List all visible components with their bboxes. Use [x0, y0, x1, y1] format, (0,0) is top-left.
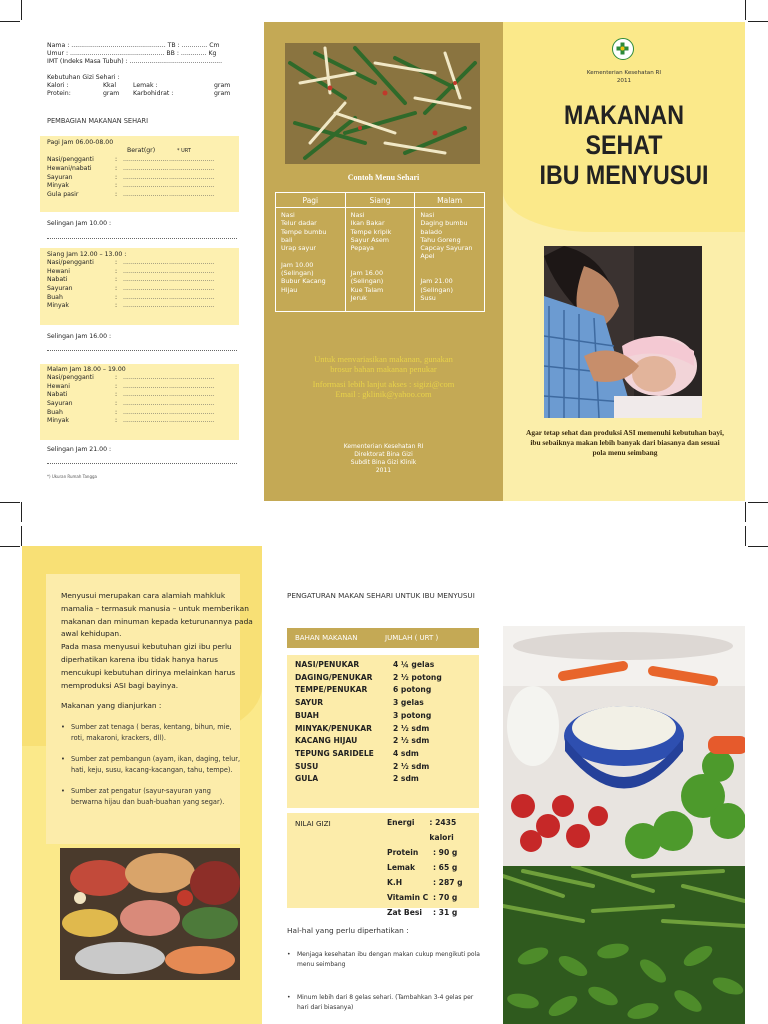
gizi-row — [387, 845, 479, 860]
food-row — [295, 735, 479, 748]
meal-item-label: Minyak — [47, 417, 70, 425]
footer-org: Kementerian Kesehatan RI Direktorat Bina Gizi Subdit Bina Gizi Klinik 2011 — [343, 443, 424, 474]
meal-item-label: Minyak — [47, 182, 70, 190]
berat-field: ....................... — [123, 156, 169, 164]
food-name: SUSU — [295, 761, 319, 771]
malam-title: Malam Jam 18.00 – 19.00 — [47, 366, 126, 373]
urt-field: ....................... — [169, 267, 215, 275]
food-name: BUAH — [295, 710, 319, 720]
bullet-pengatur: • Sumber zat pengatur (sayur-sayuran yang berwarna hijau dan buah-buahan yang segar). — [61, 786, 241, 807]
urt-field: ....................... — [169, 173, 215, 181]
meal-row: Minyak : ....................... ....................... — [47, 182, 215, 190]
urt-field: ....................... — [169, 399, 215, 407]
urt-field: ....................... — [169, 374, 215, 382]
mother-baby-illustration — [544, 246, 702, 418]
food-row — [295, 672, 479, 685]
cover-org: Kementerian Kesehatan RI 2011 — [586, 70, 662, 84]
umur-field: Umur : ................................................ BB : ............. Kg — [47, 50, 217, 58]
food-name: DAGING/PENUKAR — [295, 672, 373, 682]
veggie-dip-illustration — [503, 626, 745, 866]
gizi-value: : 31 g — [433, 908, 458, 917]
food-amount: 2 ½ sdm — [393, 761, 430, 771]
gizi-row — [387, 860, 479, 875]
gizi-row — [387, 890, 479, 905]
crop-mark — [748, 502, 768, 503]
gizi-value: : 287 g — [433, 878, 463, 887]
food-name: TEMPE/PENUKAR — [295, 685, 368, 695]
menu-header-malam: Malam — [437, 196, 463, 205]
berat-field: ....................... — [123, 302, 169, 310]
gizi-name: Lemak — [387, 863, 416, 872]
berat-field: ....................... — [123, 417, 169, 425]
urt-field: ....................... — [169, 391, 215, 399]
urt-field: ....................... — [169, 302, 215, 310]
food-amount: 2 sdm — [393, 774, 419, 784]
menu-table — [275, 192, 485, 312]
col-bahan: BAHAN MAKANAN — [295, 634, 358, 642]
food-name: GULA — [295, 774, 319, 784]
patient-form — [47, 42, 242, 98]
gizi-row — [387, 815, 479, 845]
food-name: MINYAK/PENUKAR — [295, 723, 372, 733]
crop-mark — [0, 21, 20, 22]
green-beans-photo — [503, 866, 745, 1024]
meal-row: Minyak : ....................... ....................... — [47, 417, 215, 425]
food-row — [295, 684, 479, 697]
food-row — [295, 723, 479, 736]
urt-field: ....................... — [169, 165, 215, 172]
berat-field: ....................... — [123, 391, 169, 399]
meal-item-label: Nabati — [47, 391, 68, 399]
food-amount: 2 ½ potong — [393, 672, 442, 682]
food-row — [295, 761, 479, 774]
meal-item-label: Buah — [47, 293, 63, 301]
siang-title: Siang Jam 12.00 – 13.00 : — [47, 251, 127, 258]
berat-field: ....................... — [123, 259, 169, 267]
intro-paragraph-1: Menyusui merupakan cara alamiah mahkluk mamalia – termasuk manusia – untuk memberikan makanan dan minuman kepada keturunannya pada awal kehidupan. — [61, 591, 253, 639]
malam-box — [40, 364, 239, 440]
urt-field: ....................... — [169, 156, 215, 164]
col-berat: Berat(gr) — [127, 147, 156, 155]
meal-item-label: Buah — [47, 408, 63, 416]
intro-text — [61, 590, 256, 807]
meal-item-label: Nasi/pengganti — [47, 156, 94, 164]
crop-mark — [21, 502, 22, 522]
meal-item-label: Hewani — [47, 382, 70, 390]
berat-field: ....................... — [123, 382, 169, 390]
urt-field: ....................... — [169, 293, 215, 301]
breastfeeding-photo — [544, 246, 702, 418]
menu-col-malam: Nasi Daging bumbu balado Tahu Goreng Capcay Sayuran Apel Jam 21.00 (Selingan) Susu — [420, 211, 473, 302]
urt-field: ....................... — [169, 284, 215, 292]
urt-field: ....................... — [169, 276, 215, 284]
food-amount: 4 sdm — [393, 748, 419, 758]
gizi-row — [387, 875, 479, 890]
berat-field: ....................... — [123, 267, 169, 275]
col-jumlah: JUMLAH ( URT ) — [385, 634, 439, 642]
info-line: Informasi lebih lanjut akses : sigizi@com — [312, 379, 455, 389]
dianjurkan-title: Makanan yang dianjurkan : — [61, 701, 162, 711]
pembagian-title: PEMBAGIAN MAKANAN SEHARI — [47, 117, 149, 125]
bullet-tenaga: • Sumber zat tenaga ( beras, kentang, bihun, mie, roti, makaroni, krackers, dll). — [61, 722, 241, 743]
urt-field: ....................... — [169, 182, 215, 190]
meal-row: Sayuran : ....................... ....................... — [47, 284, 215, 292]
kalori-row: Kalori : Kkal Lemak : gram — [47, 81, 231, 89]
selingan-16: Selingan Jam 16.00 : — [47, 333, 112, 340]
food-name: TEPUNG SARIDELE — [295, 748, 374, 758]
meal-item-label: Nasi/pengganti — [47, 259, 94, 267]
meal-row: Nabati : ....................... ....................... — [47, 276, 215, 284]
berat-field: ....................... — [123, 399, 169, 407]
info-line: brosur bahan makanan penukar — [330, 364, 437, 374]
intro-paragraph-2: Pada masa menyusui kebutuhan gizi ibu perlu diperhatikan karena ibu tidak hanya harus mencukupi kebutuhan dirinya melainkan harus memproduksi ASI bagi bayinya. — [61, 642, 236, 690]
menu-col-siang: Nasi Ikan Bakar Tempe kripik Sayur Asem Pepaya Jam 16.00 (Selingan) Kue Talam Jeruk — [346, 208, 416, 312]
info-line: Untuk menvariasikan makanan, gunakan — [314, 354, 453, 364]
nilai-gizi-label: NILAI GIZI — [295, 819, 331, 828]
selingan-21: Selingan Jam 21.00 : — [47, 446, 112, 453]
hal-bullet-2: • Minum lebih dari 8 gelas sehari. (Tambahkan 3-4 gelas per hari dari biasanya) — [287, 993, 482, 1013]
crop-mark — [745, 502, 746, 522]
meal-item-label: Minyak — [47, 302, 70, 310]
food-name: NASI/PENUKAR — [295, 660, 360, 669]
food-row — [295, 773, 479, 786]
menu-header-pagi: Pagi — [276, 193, 346, 207]
pengaturan-title: PENGATURAN MAKAN SEHARI UNTUK IBU MENYUSUI — [287, 591, 475, 600]
info-block — [264, 354, 503, 399]
berat-field: ....................... — [123, 276, 169, 284]
vegetable-stirfry-photo — [285, 43, 480, 164]
food-row — [295, 697, 479, 710]
meal-item-label: Nasi/pengganti — [47, 374, 94, 382]
berat-field: ....................... — [123, 173, 169, 181]
pagi-title: Pagi Jam 06.00-08.00 — [47, 139, 114, 146]
crop-mark — [0, 502, 20, 503]
food-amount: 4 ¼ gelas — [393, 660, 435, 669]
meal-row: Buah : ....................... ....................... — [47, 408, 215, 416]
urt-field: ....................... — [169, 382, 215, 390]
meal-row: Hewani/nabati : ....................... ....................... — [47, 165, 215, 172]
crop-mark — [748, 21, 768, 22]
crop-mark — [21, 0, 22, 20]
food-row — [295, 659, 479, 672]
info-line: Email : gklinik@yahoo.com — [335, 389, 432, 399]
meal-row: Nasi/pengganti : ....................... ....................... — [47, 374, 215, 382]
gizi-value: : 70 g — [433, 893, 458, 902]
title-makanan: MAKANAN — [564, 100, 684, 130]
nilai-gizi-box — [287, 813, 479, 917]
meal-row: Gula pasir : ....................... ....................... — [47, 190, 215, 198]
meal-row: Nabati : ....................... ....................... — [47, 391, 215, 399]
food-amount: 6 potong — [393, 685, 432, 695]
bullet-pembangun: • Sumber zat pembangun (ayam, ikan, daging, telur, hati, keju, susu, kacang-kacangan, tahu, tempe). — [61, 754, 241, 775]
meal-row: Nasi/pengganti : ....................... ....................... — [47, 259, 215, 267]
crop-mark — [0, 546, 20, 547]
hal-title: Hal-hal yang perlu diperhatikan : — [287, 926, 409, 935]
gizi-name: Vitamin C — [387, 893, 429, 902]
food-amount: 3 gelas — [393, 698, 424, 708]
food-row — [295, 748, 479, 761]
berat-field: ....................... — [123, 374, 169, 382]
gizi-value: : 65 g — [433, 863, 458, 872]
kebutuhan-title: Kebutuhan Gizi Sehari : — [47, 73, 120, 81]
cover-caption: Agar tetap sehat dan produksi ASI memenuhi kebutuhan bayi, ibu sebaiknya makan lebih banyak dari biasanya dan sesuai pola menu seimbang — [526, 428, 724, 457]
meal-item-label: Sayuran — [47, 284, 73, 292]
meal-row: Hewani : ....................... ....................... — [47, 382, 215, 390]
green-beans-illustration — [503, 866, 745, 1024]
hal-bullet-1: • Menjaga kesehatan ibu dengan makan cukup mengikuti pola menu seimbang — [287, 950, 482, 970]
meal-row: Hewani : ....................... ....................... — [47, 267, 215, 275]
imt-field: IMT (Indeks Masa Tubuh) : ............................................... — [47, 58, 223, 66]
menu-col-pagi: Nasi Telur dadar Tempe bumbu bali Urap sayur Jam 10.00 (Selingan) Bubur Kacang Hijau — [276, 208, 346, 312]
meal-row: Buah : ....................... ....................... — [47, 293, 215, 301]
berat-field: ....................... — [123, 165, 169, 172]
gizi-value: : 90 g — [433, 848, 458, 857]
nama-field: Nama : ................................................ TB : ............. Cm — [47, 42, 220, 49]
dotted-line — [47, 345, 237, 351]
food-amount: 2 ½ sdm — [393, 736, 430, 746]
urt-field: ....................... — [169, 190, 215, 198]
footnote: *) Ukuran Rumah Tangga — [47, 474, 97, 479]
siang-box — [40, 248, 239, 325]
meal-row: Sayuran : ....................... ....................... — [47, 399, 215, 407]
crop-mark — [745, 0, 746, 20]
berat-field: ....................... — [123, 190, 169, 198]
selingan-10: Selingan Jam 10.00 : — [47, 220, 112, 227]
title-sehat: SEHAT — [585, 130, 663, 160]
crop-mark — [748, 546, 768, 547]
meal-item-label: Nabati — [47, 276, 68, 284]
gizi-row — [387, 905, 479, 920]
cover-title — [503, 100, 745, 190]
berat-field: ....................... — [123, 293, 169, 301]
berat-field: ....................... — [123, 408, 169, 416]
berat-field: ....................... — [123, 182, 169, 190]
gizi-name: Protein — [387, 848, 419, 857]
gizi-name: Energi — [387, 818, 415, 827]
urt-field: ....................... — [169, 417, 215, 425]
veggie-dip-photo — [503, 626, 745, 866]
raw-food-illustration — [60, 848, 240, 980]
protein-row: Protein: gram Karbohidrat : gram — [47, 90, 231, 98]
stirfry-illustration — [285, 43, 480, 164]
raw-food-photo — [60, 848, 240, 980]
gizi-name: Zat Besi — [387, 908, 422, 917]
menu-header-siang: Siang — [346, 193, 416, 207]
table-header — [287, 628, 479, 648]
meal-item-label: Gula pasir — [47, 190, 79, 198]
pagi-box — [40, 136, 239, 212]
urt-field: ....................... — [169, 408, 215, 416]
gizi-value: : 2435 kalori — [429, 818, 457, 842]
dotted-line — [47, 458, 237, 464]
col-urt: * URT — [177, 148, 191, 155]
meal-row: Minyak : ....................... ....................... — [47, 302, 215, 310]
meal-row: Sayuran : ....................... ....................... — [47, 173, 215, 181]
meal-item-label: Hewani/nabati — [47, 165, 92, 172]
food-name: SAYUR — [295, 698, 324, 708]
food-row — [295, 710, 479, 723]
ministry-logo-icon — [612, 38, 634, 60]
food-name: KACANG HIJAU — [295, 736, 358, 746]
meal-item-label: Sayuran — [47, 173, 73, 181]
gizi-name: K.H — [387, 878, 403, 887]
crop-mark — [745, 526, 746, 546]
meal-row: Nasi/pengganti : ....................... ....................... — [47, 156, 215, 164]
berat-field: ....................... — [123, 284, 169, 292]
food-amount: 3 potong — [393, 710, 432, 720]
food-amount: 2 ½ sdm — [393, 723, 430, 733]
dotted-line — [47, 233, 237, 239]
food-table — [287, 655, 479, 808]
meal-item-label: Hewani — [47, 267, 70, 275]
contoh-menu-title: Contoh Menu Sehari — [347, 173, 420, 182]
urt-field: ....................... — [169, 259, 215, 267]
crop-mark — [21, 526, 22, 546]
title-ibu-menyusui: IBU MENYUSUI — [539, 160, 709, 190]
meal-item-label: Sayuran — [47, 399, 73, 407]
